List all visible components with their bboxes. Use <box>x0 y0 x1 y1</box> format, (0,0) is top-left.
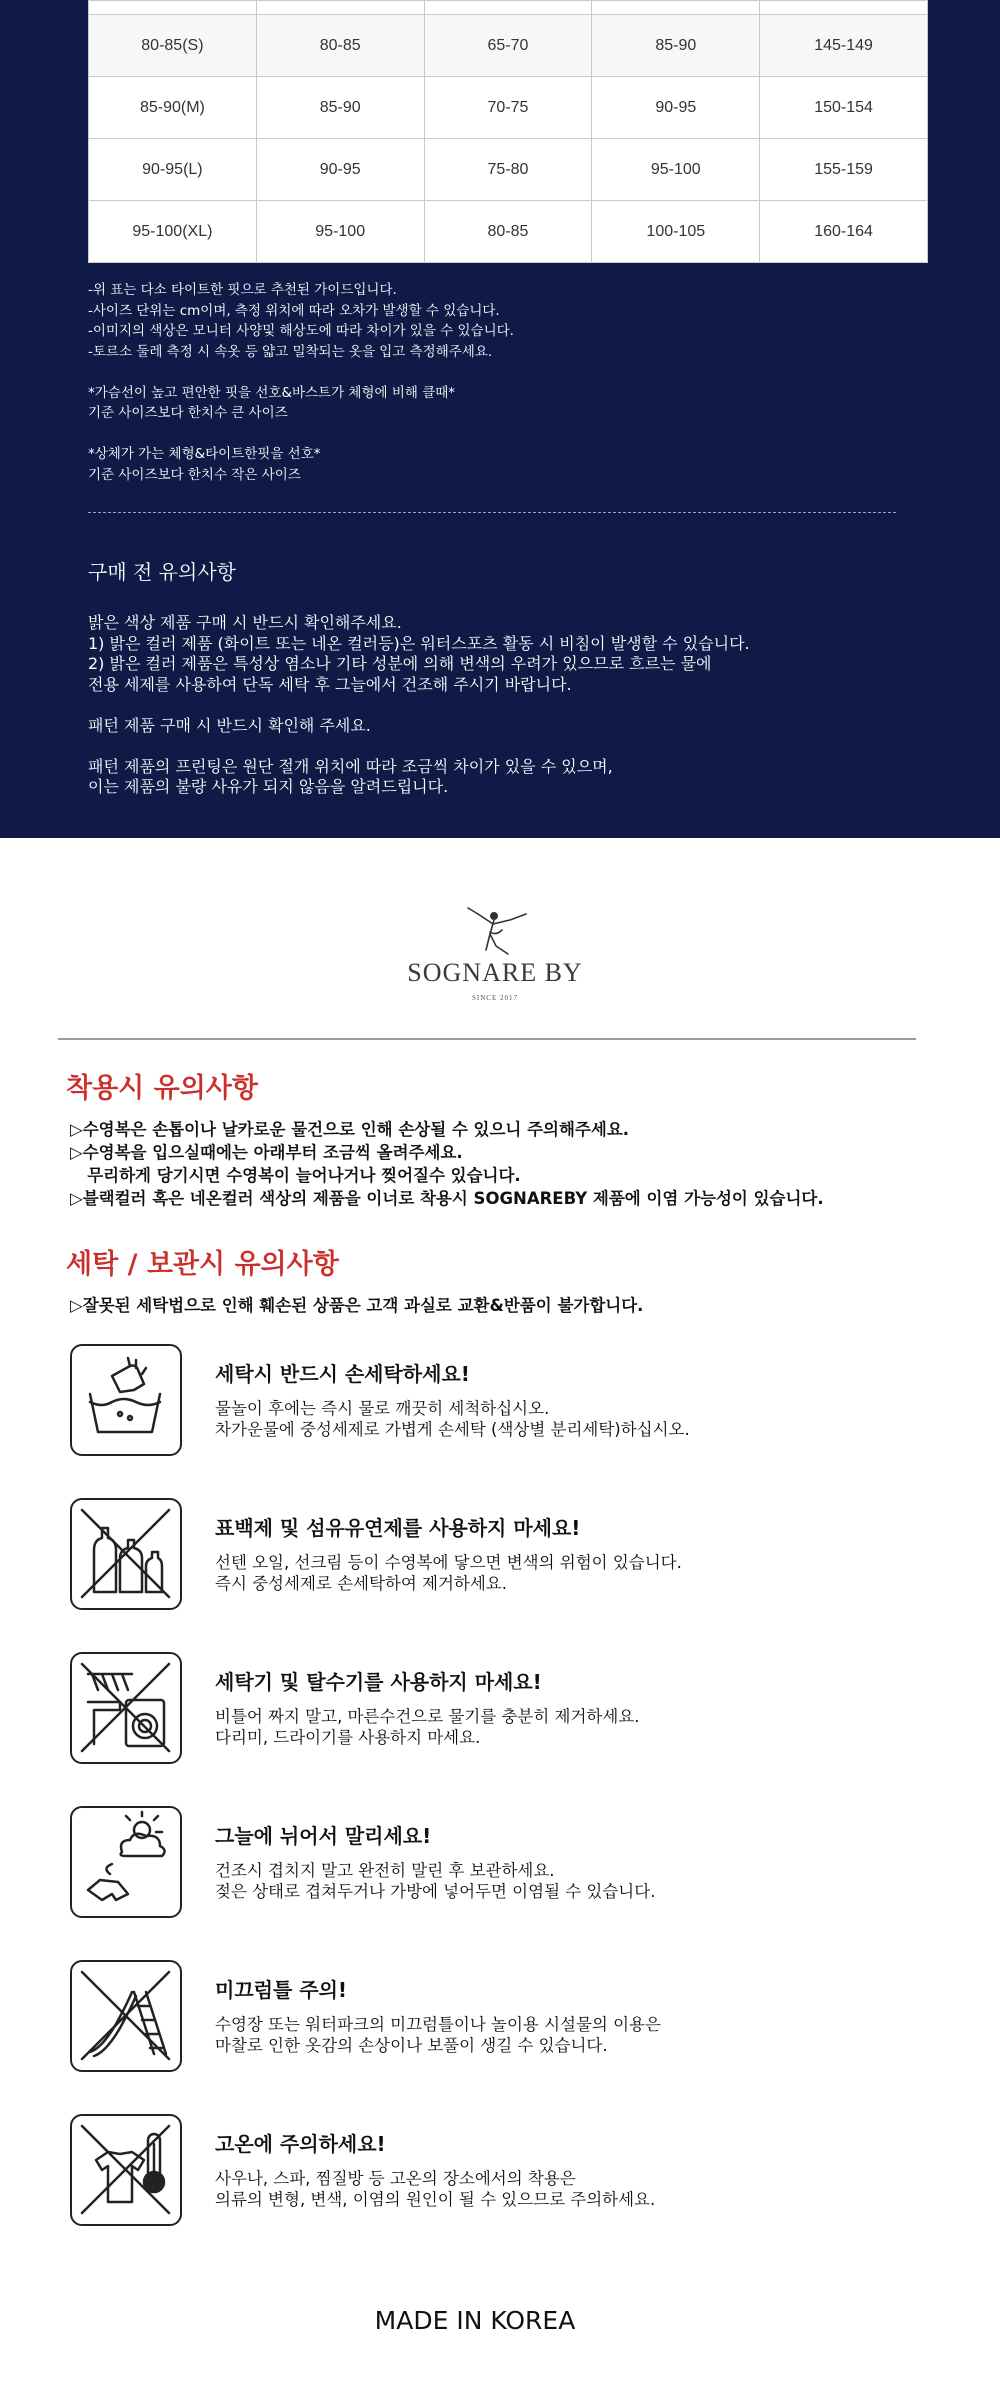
size-table-header-row <box>89 1 928 15</box>
care-title: 미끄럼틀 주의! <box>215 1978 348 2002</box>
size-table-cell: 145-149 <box>760 15 928 77</box>
size-table-cell: 100-105 <box>592 201 760 263</box>
precaution-line <box>88 736 928 757</box>
shade-dry-icon <box>70 1806 182 1918</box>
size-table-cell <box>424 1 592 15</box>
size-table-cell: 160-164 <box>760 201 928 263</box>
size-table-cell: 80-85 <box>424 201 592 263</box>
precaution-title: 구매 전 유의사항 <box>88 560 236 584</box>
care-desc-line: 수영장 또는 워터파크의 미끄럼틀이나 놀이용 시설물의 이용은 <box>215 2015 661 2034</box>
purchase-precaution <box>88 556 928 798</box>
size-table <box>88 0 928 263</box>
care-desc-line: 젖은 상태로 겹쳐두거나 가방에 넣어두면 이염될 수 있습니다. <box>215 1882 656 1901</box>
care-desc-line: 비틀어 짜지 말고, 마른수건으로 물기를 충분히 제거하세요. <box>215 1707 640 1726</box>
section-divider <box>58 1038 916 1040</box>
size-table-cell: 80-85(S) <box>89 15 257 77</box>
care-desc-line: 차가운물에 중성세제로 가볍게 손세탁 (색상별 분리세탁)하십시오. <box>215 1420 690 1439</box>
care-desc <box>215 2168 655 2210</box>
size-guide-section <box>0 0 1000 838</box>
care-desc-line: 의류의 변형, 변색, 이염의 원인이 될 수 있으므로 주의하세요. <box>215 2190 656 2209</box>
care-title: 세탁기 및 탈수기를 사용하지 마세요! <box>215 1670 542 1694</box>
note-line: -토르소 둘레 측정 시 속옷 등 얇고 밀착되는 옷을 입고 측정해주세요. <box>88 343 493 360</box>
care-desc-line: 마찰로 인한 옷감의 손상이나 보풀이 생길 수 있습니다. <box>215 2036 608 2055</box>
precaution-line <box>88 695 928 716</box>
size-table-cell: 155-159 <box>760 139 928 201</box>
care-item-no-bleach <box>70 1498 930 1614</box>
no-slide-icon <box>70 1960 182 2072</box>
wear-line: ▷블랙컬러 혹은 네온컬러 색상의 제품을 이너로 착용시 SOGNAREBY 제품에 이염 가능성이 있습니다. <box>70 1189 824 1208</box>
care-desc <box>215 1706 640 1748</box>
no-machine-wash-icon <box>70 1652 182 1764</box>
size-guide-notes <box>88 280 928 485</box>
care-item-hand-wash <box>70 1344 930 1460</box>
size-table-cell: 85-90 <box>256 77 424 139</box>
dancer-logo-icon <box>456 906 536 962</box>
care-desc-line: 다리미, 드라이기를 사용하지 마세요. <box>215 1728 481 1747</box>
size-table-cell <box>89 1 257 15</box>
size-table-row <box>89 77 928 139</box>
made-in-label: MADE IN KOREA <box>374 2306 576 2335</box>
precaution-line: 전용 세제를 사용하여 단독 세탁 후 그늘에서 건조해 주시기 바랍니다. <box>88 674 572 694</box>
care-desc-line: 즉시 중성세제로 손세탁하여 제거하세요. <box>215 1574 507 1593</box>
note-line: *가슴선이 높고 편안한 핏을 선호&바스트가 체형에 비해 클때* <box>88 384 456 401</box>
wear-line: ▷수영복을 입으실때에는 아래부터 조금씩 올려주세요. <box>70 1143 463 1162</box>
care-desc-line: 건조시 겹치지 말고 완전히 말린 후 보관하세요. <box>215 1861 555 1880</box>
note-line: 기준 사이즈보다 한치수 작은 사이즈 <box>88 466 301 483</box>
note-line <box>88 424 928 445</box>
wear-line: ▷수영복은 손톱이나 날카로운 물건으로 인해 손상될 수 있으니 주의해주세요. <box>70 1120 630 1139</box>
care-desc-line: 물놀이 후에는 즉시 물로 깨끗히 세척하십시오. <box>215 1399 550 1418</box>
care-desc-line: 사우나, 스파, 찜질방 등 고온의 장소에서의 착용은 <box>215 2169 576 2188</box>
size-table-row <box>89 201 928 263</box>
precaution-line: 패턴 제품의 프린팅은 원단 절개 위치에 따라 조금씩 차이가 있을 수 있으며, <box>88 756 613 776</box>
care-desc <box>215 1552 682 1594</box>
wash-intro: ▷잘못된 세탁법으로 인해 훼손된 상품은 고객 과실로 교환&반품이 불가합니다. <box>70 1296 644 1315</box>
no-bleach-icon <box>70 1498 182 1610</box>
size-table-cell <box>592 1 760 15</box>
precaution-line: 이는 제품의 불량 사유가 되지 않음을 알려드립니다. <box>88 777 449 796</box>
care-desc <box>215 1398 690 1440</box>
hand-wash-icon <box>70 1344 182 1456</box>
size-table-cell: 85-90(M) <box>89 77 257 139</box>
size-table-cell: 90-95 <box>592 77 760 139</box>
wash-section-title: 세탁 / 보관시 유의사항 <box>66 1249 339 1280</box>
dashed-divider <box>88 512 896 513</box>
size-table-cell: 70-75 <box>424 77 592 139</box>
precaution-line: 2) 밝은 컬러 제품은 특성상 염소나 기타 성분에 의해 변색의 우려가 있으므로 흐르는 물에 <box>88 654 712 673</box>
wear-line: 무리하게 당기시면 수영복이 늘어나거나 찢어질수 있습니다. <box>70 1166 521 1185</box>
size-table-cell <box>256 1 424 15</box>
care-title: 표백제 및 섬유유연제를 사용하지 마세요! <box>215 1516 581 1540</box>
size-table-row <box>89 139 928 201</box>
note-line: 기준 사이즈보다 한치수 큰 사이즈 <box>88 405 288 421</box>
size-table-cell: 65-70 <box>424 15 592 77</box>
brand-logo <box>380 906 610 1006</box>
size-table-cell: 75-80 <box>424 139 592 201</box>
size-table-cell: 85-90 <box>592 15 760 77</box>
care-title: 고온에 주의하세요! <box>215 2132 386 2156</box>
size-table-cell: 95-100 <box>592 139 760 201</box>
size-table-cell <box>760 1 928 15</box>
care-title: 세탁시 반드시 손세탁하세요! <box>215 1362 470 1386</box>
size-table-row <box>89 15 928 77</box>
wear-notes <box>70 1118 950 1210</box>
care-item-no-slide <box>70 1960 930 2076</box>
no-heat-icon <box>70 2114 182 2226</box>
brand-since: SINCE 2017 <box>472 994 518 1002</box>
precaution-line: 1) 밝은 컬러 제품 (화이트 또는 네온 컬러등)은 워터스포츠 활동 시 비침이 발생할 수 있습니다. <box>88 633 750 653</box>
note-line: *상체가 가는 체형&타이트한핏을 선호* <box>88 446 321 462</box>
size-table-cell: 80-85 <box>256 15 424 77</box>
care-item-shade-dry <box>70 1806 930 1922</box>
care-desc <box>215 2014 661 2056</box>
brand-name: SOGNARE BY <box>407 958 583 987</box>
size-table-cell: 90-95 <box>256 139 424 201</box>
size-table-cell: 95-100 <box>256 201 424 263</box>
size-table-cell: 95-100(XL) <box>89 201 257 263</box>
note-line: -이미지의 색상은 모니터 사양및 해상도에 따라 차이가 있을 수 있습니다. <box>88 323 514 339</box>
size-table-cell: 150-154 <box>760 77 928 139</box>
precaution-line: 패턴 제품 구매 시 반드시 확인해 주세요. <box>88 715 371 735</box>
care-desc <box>215 1860 655 1902</box>
precaution-line: 밝은 색상 제품 구매 시 반드시 확인해주세요. <box>88 613 402 632</box>
note-line <box>88 362 928 383</box>
care-desc-line: 선텐 오일, 선크림 등이 수영복에 닿으면 변색의 위험이 있습니다. <box>215 1553 682 1572</box>
note-line: -위 표는 다소 타이트한 핏으로 추천된 가이드입니다. <box>88 282 397 298</box>
care-item-no-machine <box>70 1652 930 1768</box>
care-item-no-heat <box>70 2114 930 2230</box>
size-table-cell: 90-95(L) <box>89 139 257 201</box>
care-title: 그늘에 뉘어서 말리세요! <box>215 1824 432 1848</box>
note-line: -사이즈 단위는 cm이며, 측정 위치에 따라 오차가 발생할 수 있습니다. <box>88 302 500 319</box>
wear-section-title: 착용시 유의사항 <box>66 1073 258 1104</box>
